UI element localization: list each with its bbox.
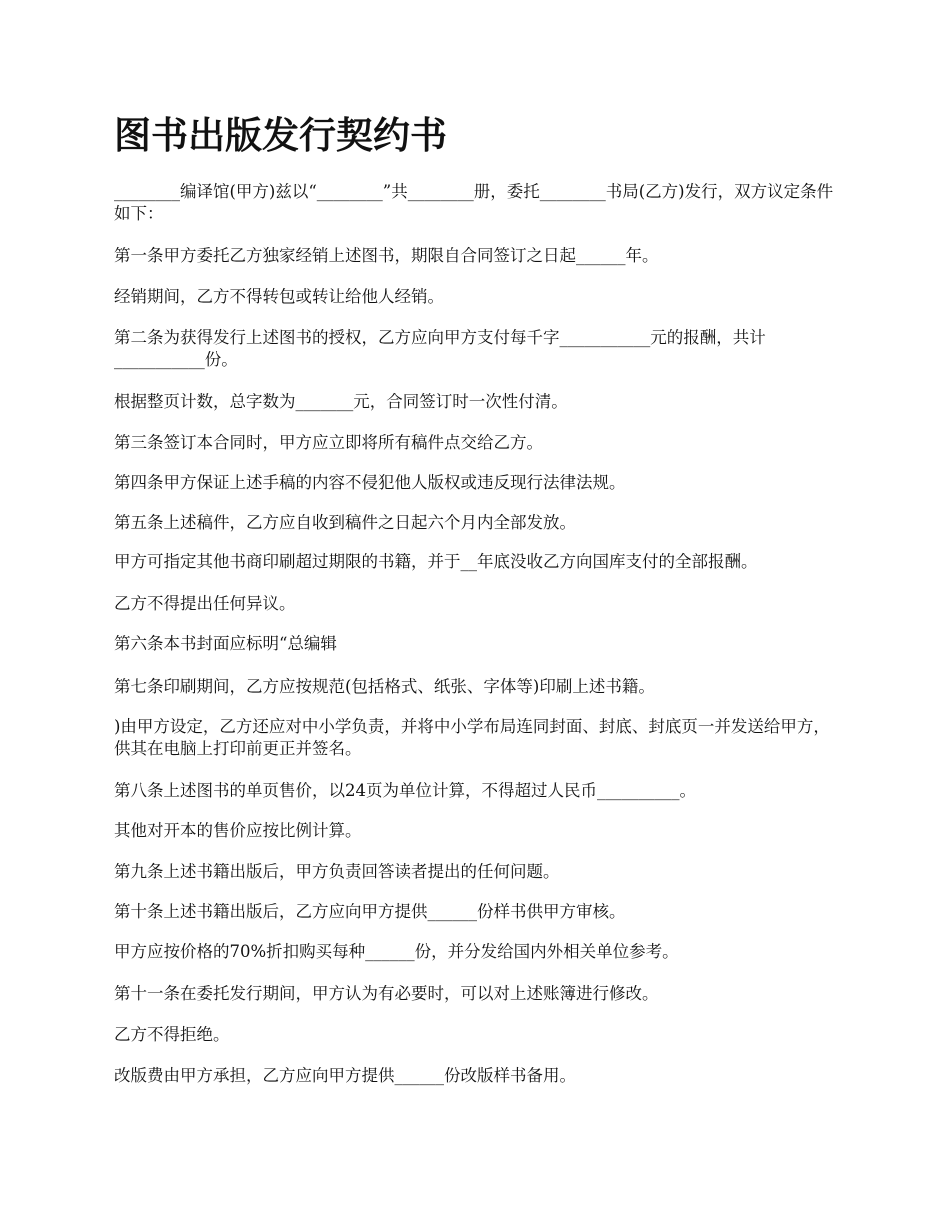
- paragraph-article-8-note: 其他对开本的售价应按比例计算。: [114, 821, 362, 840]
- paragraph-article-11: 第十一条在委托发行期间，甲方认为有必要时，可以对上述账簿进行修改。: [114, 984, 659, 1003]
- paragraph-article-8: 第八条上述图书的单页售价，以24页为单位计算，不得超过人民币__________。: [114, 781, 696, 800]
- paragraph-article-5: 第五条上述稿件，乙方应自收到稿件之日起六个月内全部发放。: [114, 513, 576, 532]
- paragraph-article-1-note: 经销期间，乙方不得转包或转让给他人经销。: [114, 287, 444, 306]
- paragraph-article-2: 第二条为获得发行上述图书的授权，乙方应向甲方支付每千字___________元的报酬，共计___________份。: [114, 328, 766, 369]
- paragraph-article-6: 第六条本书封面应标明“总编辑: [114, 634, 337, 653]
- document-title: 图书出版发行契约书: [114, 114, 447, 157]
- paragraph-article-5-objection: 乙方不得提出任何异议。: [114, 594, 296, 613]
- paragraph-article-9: 第九条上述书籍出版后，甲方负责回答读者提出的任何问题。: [114, 862, 560, 881]
- paragraph-article-7: 第七条印刷期间，乙方应按规范(包括格式、纸张、字体等)印刷上述书籍。: [114, 677, 655, 696]
- paragraph-article-10: 第十条上述书籍出版后，乙方应向甲方提供______份样书供甲方审核。: [114, 902, 626, 921]
- paragraph-article-7-note: )由甲方设定，乙方还应对中小学负责，并将中小学布局连同封面、封底、封底页一并发送给甲方，供其在电脑上打印前更正并签名。: [114, 717, 830, 758]
- paragraph-article-11-note: 乙方不得拒绝。: [114, 1025, 230, 1044]
- paragraph-article-4: 第四条甲方保证上述手稿的内容不侵犯他人版权或违反现行法律法规。: [114, 473, 626, 492]
- paragraph-article-5-note: 甲方可指定其他书商印刷超过期限的书籍，并于__年底没收乙方向国库支付的全部报酬。: [114, 552, 758, 571]
- paragraph-intro: ________编译馆(甲方)兹以“________”共________册，委托________书局(乙方)发行，双方议定条件如下：: [114, 182, 834, 223]
- paragraph-article-3: 第三条签订本合同时，甲方应立即将所有稿件点交给乙方。: [114, 433, 543, 452]
- paragraph-article-10-note: 甲方应按价格的70%折扣购买每种______份，并分发给国内外相关单位参考。: [114, 942, 679, 961]
- paragraph-article-11-revision: 改版费由甲方承担，乙方应向甲方提供______份改版样书备用。: [114, 1066, 576, 1085]
- paragraph-article-2-note: 根据整页计数，总字数为_______元，合同签订时一次性付清。: [114, 392, 568, 411]
- paragraph-article-1: 第一条甲方委托乙方独家经销上述图书，期限自合同签订之日起______年。: [114, 246, 659, 265]
